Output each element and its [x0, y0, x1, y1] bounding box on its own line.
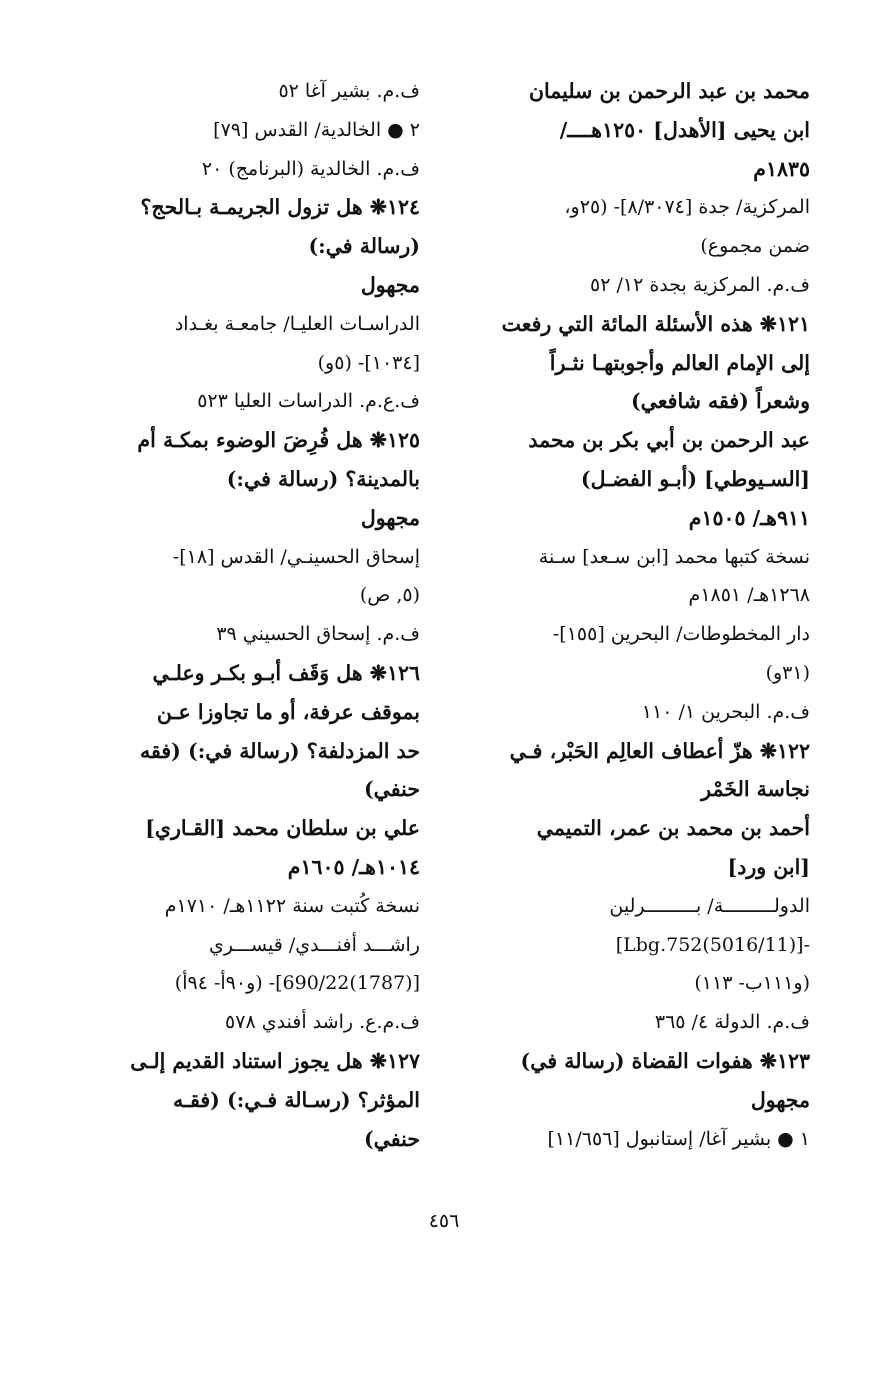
entry-heading-line: مجهول: [360, 272, 420, 297]
entry-detail-line: ف.م.ع. راشد أفندي ٥٧٨: [225, 1011, 420, 1034]
entry-heading-line: مجهول: [750, 1087, 810, 1112]
entry-detail-line: المركزية/ جدة [٨/٣٠٧٤]- (٢٥و،: [564, 196, 810, 219]
entry-heading-line: محمد بن عبد الرحمن بن سليمان: [529, 79, 810, 103]
entry-heading-line: ١٢٤❋ هل تزول الجريمـة بـالحج؟: [140, 195, 420, 220]
entry-heading-line: المؤثر؟ (رسـالة فـي:) (فقـه: [173, 1087, 420, 1112]
entry-heading-line: علي بن سلطان محمد [القـاري]: [145, 816, 420, 841]
entry-heading-line: مجهول: [360, 505, 420, 530]
entry-detail-line: [١٠٣٤]- (٥و): [317, 351, 420, 374]
entry-detail-line: ف.ع.م. الدراسات العليا ٥٢٣: [197, 390, 420, 413]
entry-detail-line: ف.م. إسحاق الحسيني ٣٩: [216, 623, 420, 646]
entry-heading-line: ٩١١هـ/ ١٥٠٥م: [688, 505, 810, 530]
entry-detail-line: (٥, ص): [359, 584, 420, 607]
entry-detail-line: الدراسـات العليـا/ جامعـة بغـداد: [174, 312, 420, 335]
entry-heading-line: نجاسة الخَمْر: [701, 777, 810, 802]
entry-heading-line: أحمد بن محمد بن عمر، التميمي: [536, 816, 810, 841]
entry-detail-line: ف.م. البحرين ١/ ١١٠: [641, 700, 810, 723]
entry-detail-line: الدولـــــــــة/ بـــــــــرلين: [609, 894, 810, 917]
entry-detail-line: (و١١١ب- ١١٣): [694, 972, 810, 995]
entry-heading-line: إلى الإمام العالم وأجوبتهـا نثـراً: [549, 350, 810, 375]
entry-detail-line: [(1787)690/22]- (و٩٠أ- ٩٤أ): [174, 972, 420, 995]
left-column: [80, 72, 420, 1158]
entry-heading-line: بالمدينة؟ (رسالة في:): [226, 466, 420, 491]
entry-detail-line: راشـــد أفنـــدي/ قيســـري: [209, 933, 420, 956]
entry-detail-line: ضمن مجموع): [700, 235, 810, 258]
page-number: ٤٥٦: [428, 1210, 460, 1232]
entry-heading-line: [ابن ورد]: [727, 854, 810, 879]
entry-heading-line: حنفي): [363, 1126, 420, 1151]
entry-detail-line: ف.م. الخالدية (البرنامج) ٢٠: [201, 157, 420, 180]
entry-heading-line: ١٢٣❋ هفوات القضاة (رسالة في): [520, 1048, 810, 1073]
entry-detail-line: ف.م. بشير آغا ٥٢: [278, 80, 420, 102]
entry-heading-line: بموقف عرفة، أو ما تجاوزا عـن: [156, 699, 420, 724]
entry-detail-line: ف.م. الدولة ٤/ ٣٦٥: [654, 1011, 810, 1034]
entry-heading-line: ابن يحيى [الأهدل] ١٢٥٠هــــ/: [559, 117, 810, 142]
entry-heading-line: ١٨٣٥م: [753, 156, 810, 181]
entry-detail-line: (٣١و): [765, 661, 810, 684]
entry-detail-line: نسخة كتبها محمد [ابن سـعد] سـنة: [538, 545, 810, 568]
entry-heading-line: (رسالة في:): [308, 234, 420, 259]
entry-heading-line: ١٢٧❋ هل يجوز استناد القديم إلـى: [130, 1048, 420, 1073]
entry-detail-line: ٢ ● الخالدية/ القدس [٧٩]: [213, 118, 420, 141]
entry-heading-line: ١٠١٤هـ/ ١٦٠٥م: [287, 854, 420, 879]
entry-heading-line: ١٢٢❋ هزّ أعطاف العالِم الحَبْر، فـي: [509, 738, 810, 763]
entry-detail-line: إسحاق الحسينـي/ القدس [١٨]-: [172, 545, 420, 568]
entry-detail-line: دار المخطوطات/ البحرين [١٥٥]-: [552, 623, 810, 646]
entry-heading-line: ١٢٥❋ هل فُرِضَ الوضوء بمكـة أم: [137, 428, 420, 453]
entry-heading-line: عبد الرحمن بن أبي بكر بن محمد: [528, 428, 810, 453]
entry-heading-line: [السـيوطي] (أبـو الفضـل): [580, 466, 810, 491]
entry-heading-line: حنفي): [363, 777, 420, 802]
entry-detail-line: ١٢٦٨هـ/ ١٨٥١م: [688, 584, 810, 607]
entry-detail-line: ١ ● بشير آغا/ إستانبول [١١/٦٥٦]: [547, 1127, 810, 1150]
entry-heading-line: وشعراً (فقه شافعي): [630, 389, 810, 414]
entry-heading-line: ١٢٦❋ هل وَقَف أبـو بكـر وعلـي: [152, 660, 420, 685]
right-column: [470, 72, 810, 1158]
entry-detail-line: ف.م. المركزية بجدة ١٢/ ٥٢: [590, 273, 810, 296]
entry-heading-line: ١٢١❋ هذه الأسئلة المائة التي رفعت: [501, 311, 810, 336]
entry-heading-line: حد المزدلفة؟ (رسالة في:) (فقه: [140, 738, 420, 763]
entry-detail-line: نسخة كُتبت سنة ١١٢٢هـ/ ١٧١٠م: [164, 894, 420, 917]
entry-detail-line: -[(5016/11)Lbg.752]: [615, 933, 810, 956]
